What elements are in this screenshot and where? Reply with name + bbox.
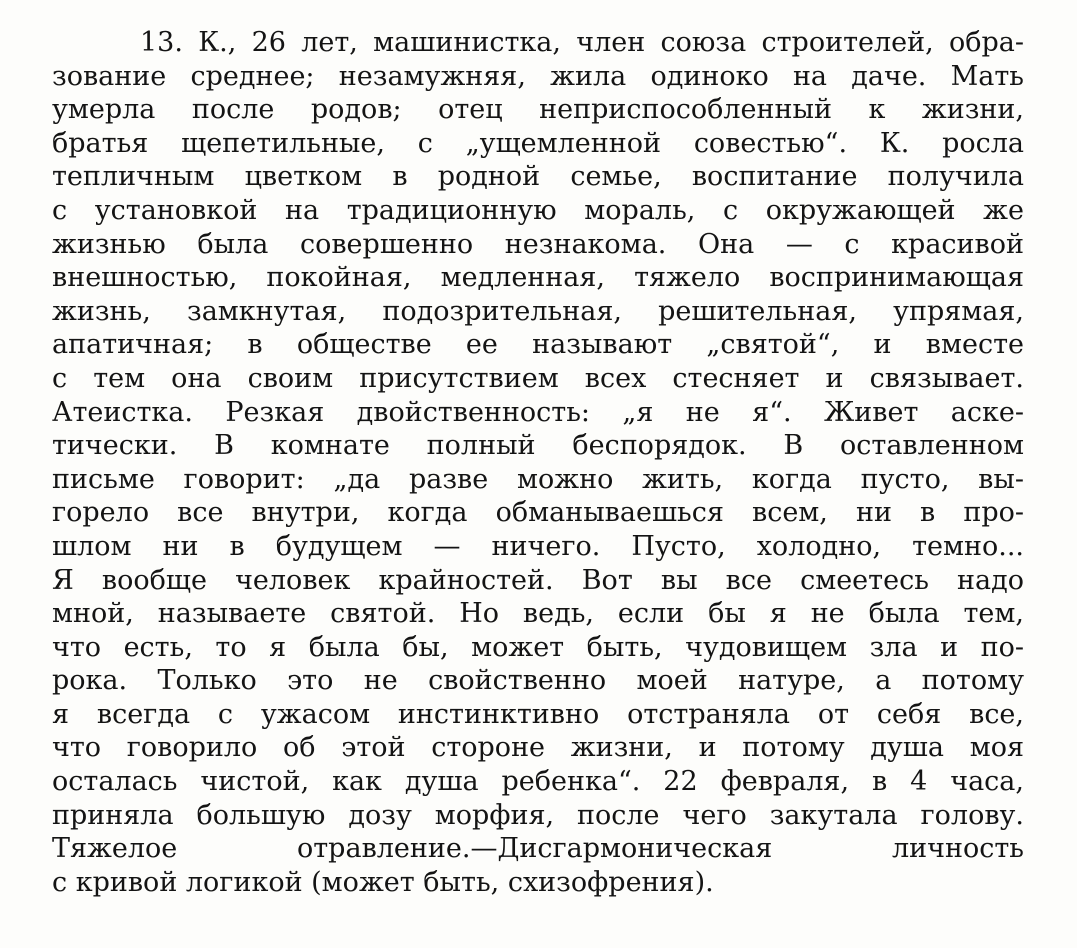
text-line: внешностью, покойная, медленная, тяжело воспринимающая <box>52 262 1024 294</box>
text-line: Тяжелое отравление.—Дисгармоническая личность <box>52 833 1024 865</box>
text-line: тически. В комнате полный беспорядок. В оставленном <box>52 430 1024 462</box>
text-line: рока. Только это не свойственно моей натуре, а потому <box>52 665 1024 697</box>
text-line: мной, называете святой. Но ведь, если бы я не была тем, <box>52 598 1024 630</box>
text-line: письме говорит: „да разве можно жить, когда пусто, вы- <box>52 463 1024 495</box>
text-line: Атеистка. Резкая двойственность: „я не я“. Живет аске- <box>52 396 1024 428</box>
text-line: приняла большую дозу морфия, после чего закутала голову. <box>52 799 1024 831</box>
text-line: с установкой на традиционную мораль, с окружающей же <box>52 194 1024 226</box>
text-line: осталась чистой, как душа ребенка“. 22 февраля, в 4 часа, <box>52 766 1024 798</box>
text-line: тепличным цветком в родной семье, воспитание получила <box>52 161 1024 193</box>
text-line: с тем она своим присутствием всех стесняет и связывает. <box>52 362 1024 394</box>
text-line: апатичная; в обществе ее называют „святой“, и вместе <box>52 329 1024 361</box>
text-line: братья щепетильные, с „ущемленной совестью“. К. росла <box>52 127 1024 159</box>
text-line: что говорило об этой стороне жизни, и потому душа моя <box>52 732 1024 764</box>
text-line: шлом ни в будущем — ничего. Пусто, холодно, темно... <box>52 530 1024 562</box>
case-text <box>52 26 1024 899</box>
text-line: умерла после родов; отец неприспособленный к жизни, <box>52 94 1024 126</box>
text-line: я всегда с ужасом инстинктивно отстраняла от себя все, <box>52 698 1024 730</box>
text-line: горело все внутри, когда обманываешься всем, ни в про- <box>52 497 1024 529</box>
text-line: Я вообще человек крайностей. Вот вы все смеетесь надо <box>52 564 1024 596</box>
text-line: жизнь, замкнутая, подозрительная, решительная, упрямая, <box>52 295 1024 327</box>
text-line: что есть, то я была бы, может быть, чудовищем зла и по- <box>52 631 1024 663</box>
text-line: зование среднее; незамужняя, жила одиноко на даче. Мать <box>52 60 1024 92</box>
text-line: жизнью была совершенно незнакома. Она — с красивой <box>52 228 1024 260</box>
text-line: с кривой логикой (может быть, схизофрения). <box>52 866 714 898</box>
text-line: 13. К., 26 лет, машинистка, член союза строителей, обра- <box>140 27 1024 58</box>
